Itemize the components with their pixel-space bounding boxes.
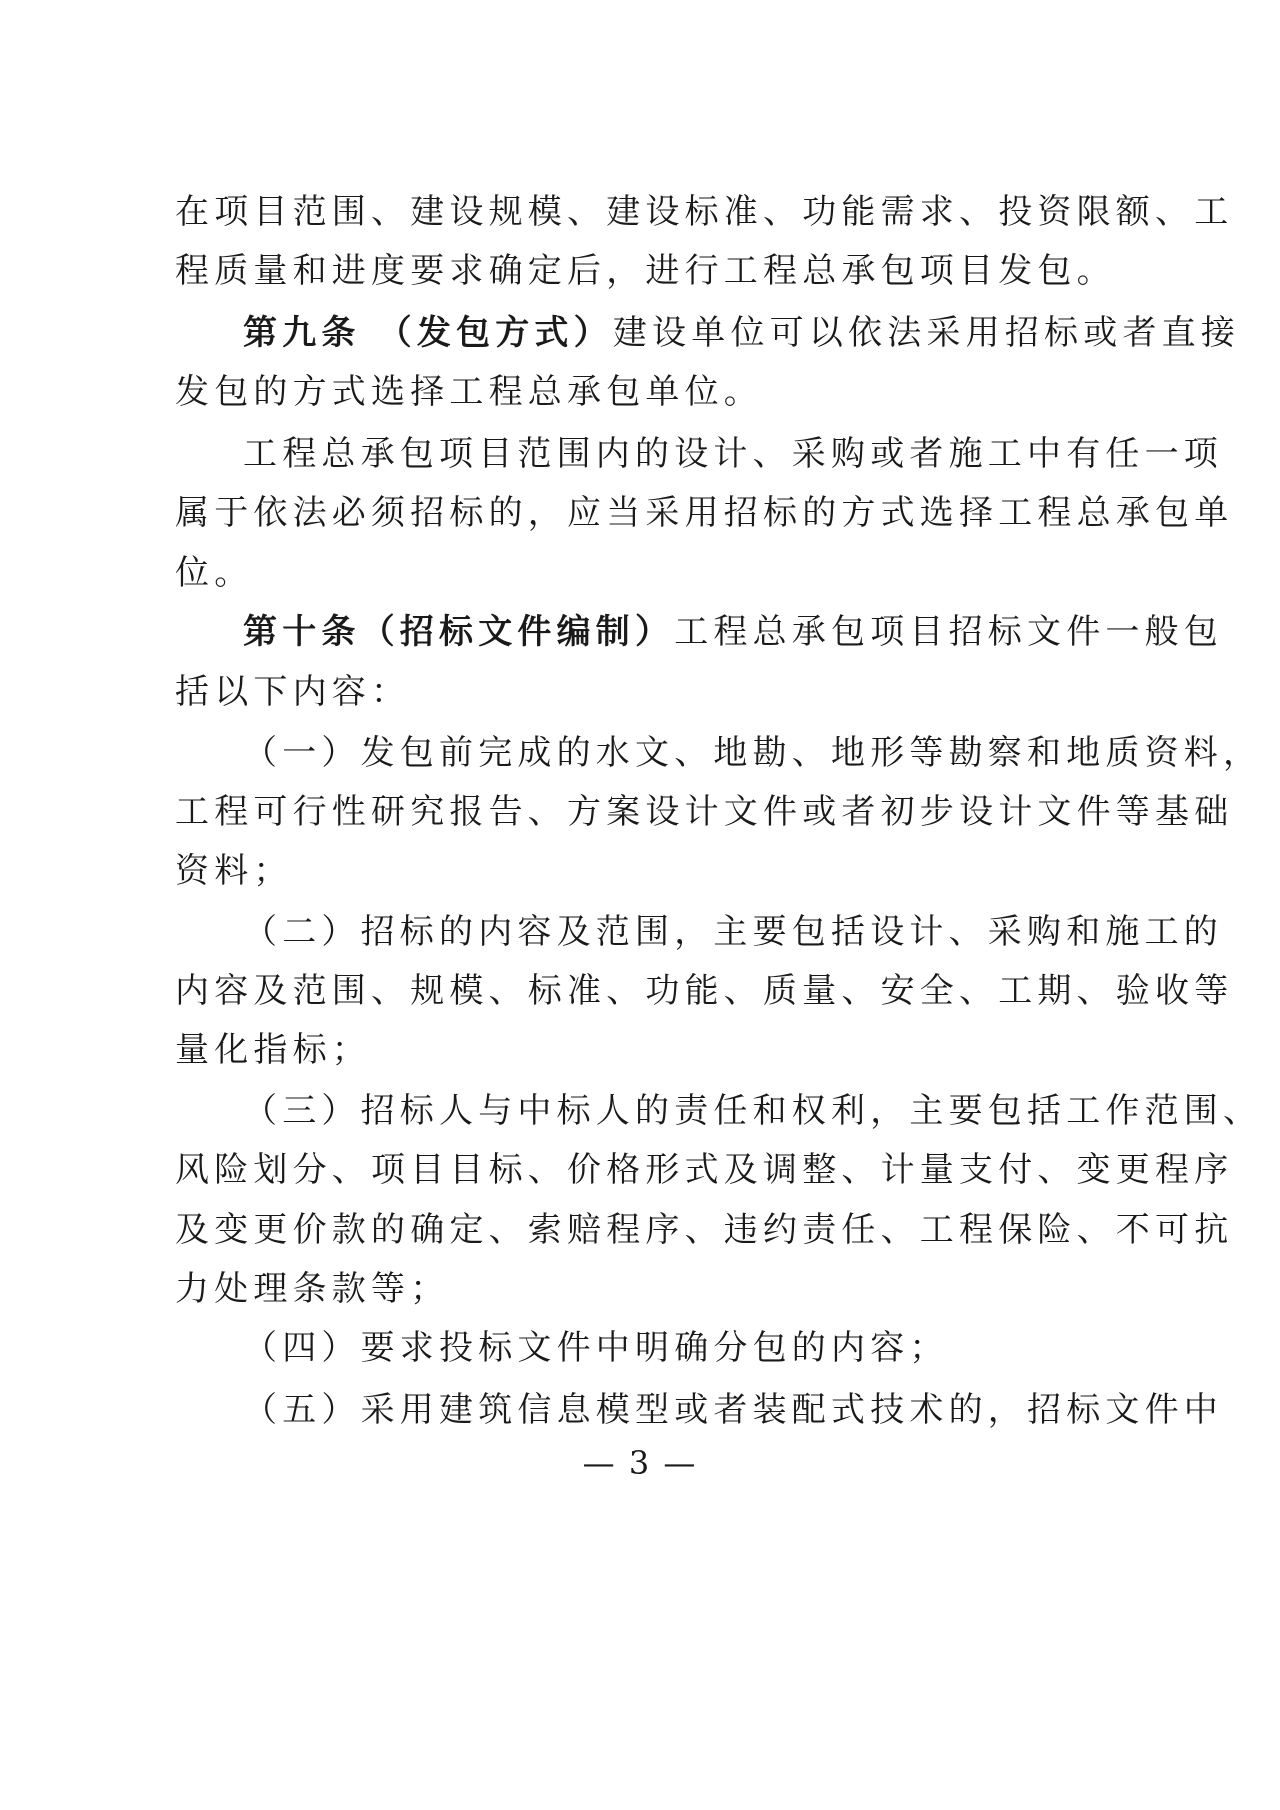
text-line: 工程总承包项目范围内的设计、采购或者施工中有任一项 <box>243 434 1223 474</box>
text-line: 括以下内容： <box>175 672 411 712</box>
text-line: 在项目范围、建设规模、建设标准、功能需求、投资限额、工 <box>175 192 1234 232</box>
text-line: 发包的方式选择工程总承包单位。 <box>175 372 763 412</box>
text-line: 资料； <box>175 851 293 891</box>
list-item-2: （二）招标的内容及范围，主要包括设计、采购和施工的 <box>243 912 1223 952</box>
text-line: 及变更价款的确定、索赔程序、违约责任、工程保险、不可抗 <box>175 1210 1234 1250</box>
article-9-paragraph <box>243 313 1241 353</box>
text-line: 程质量和进度要求确定后，进行工程总承包项目发包。 <box>175 251 1116 291</box>
text-line: 建设单位可以依法采用招标或者直接 <box>612 313 1241 353</box>
list-item-4: （四）要求投标文件中明确分包的内容； <box>243 1328 949 1368</box>
text-line: 工程可行性研究报告、方案设计文件或者初步设计文件等基础 <box>175 792 1234 832</box>
list-item-1: （一）发包前完成的水文、地勘、地形等勘察和地质资料， <box>243 733 1263 773</box>
text-line: 位。 <box>175 553 254 593</box>
text-line: 内容及范围、规模、标准、功能、质量、安全、工期、验收等 <box>175 971 1234 1011</box>
text-line: 工程总承包项目招标文件一般包 <box>674 612 1224 652</box>
article-9-heading: 第九条 （发包方式） <box>243 313 613 353</box>
text-line: 量化指标； <box>175 1030 371 1070</box>
list-item-3: （三）招标人与中标人的责任和权利，主要包括工作范围、 <box>243 1091 1263 1131</box>
article-10-paragraph <box>243 612 1224 652</box>
text-line: 力处理条款等； <box>175 1269 450 1309</box>
page-number: — 3 — <box>582 1444 698 1482</box>
text-line: 属于依法必须招标的，应当采用招标的方式选择工程总承包单 <box>175 493 1234 533</box>
text-line: 风险划分、项目目标、价格形式及调整、计量支付、变更程序 <box>175 1150 1234 1190</box>
list-item-5: （五）采用建筑信息模型或者装配式技术的，招标文件中 <box>243 1390 1223 1430</box>
article-10-heading: 第十条（招标文件编制） <box>243 612 675 652</box>
